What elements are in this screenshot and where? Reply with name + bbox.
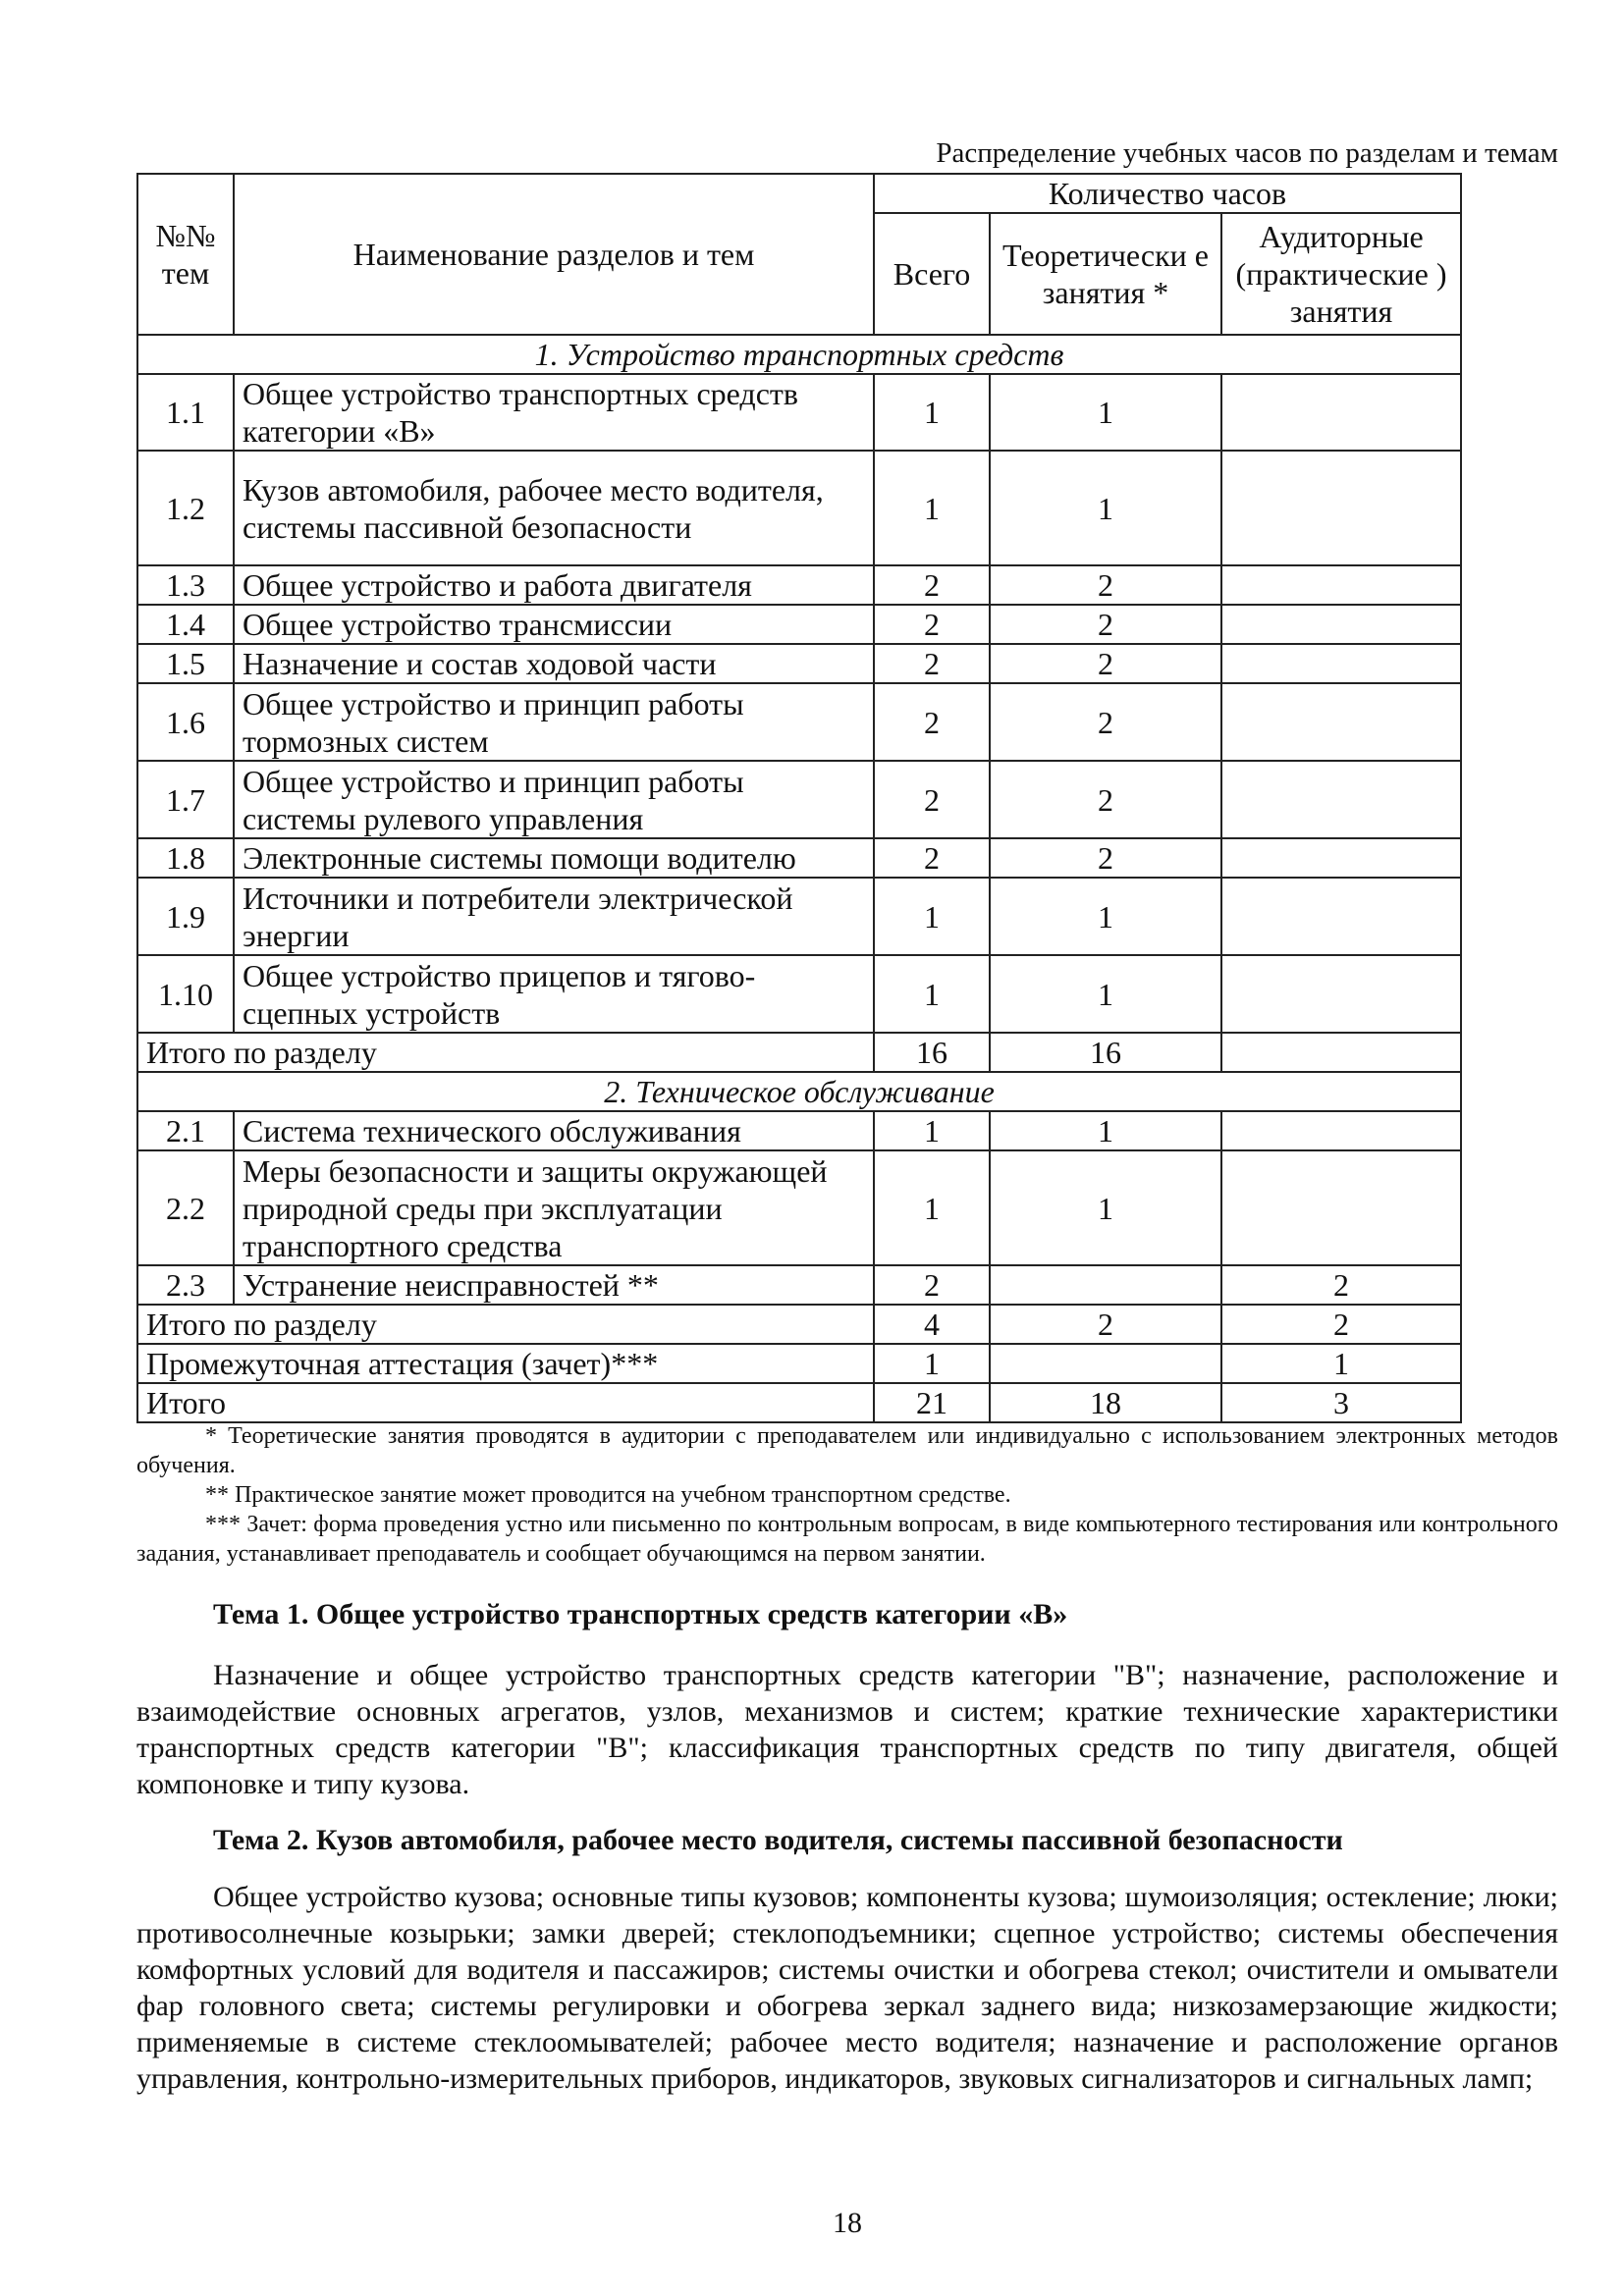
row-num: 1.10 xyxy=(137,955,234,1033)
footnote: ** Практическое занятие может проводится на учебном транспортном средстве. xyxy=(205,1482,1011,1508)
row-name: Общее устройство и принцип работы системы рулевого управления xyxy=(234,761,874,838)
row-num: 1.5 xyxy=(137,644,234,683)
footnotes xyxy=(136,1421,1558,1569)
row-theory: 1 xyxy=(990,451,1221,565)
header-practice: Аудиторные (практические ) занятия xyxy=(1221,213,1461,335)
row-num: 1.9 xyxy=(137,878,234,955)
header-total: Всего xyxy=(874,213,990,335)
row-total: 2 xyxy=(874,838,990,878)
table-row xyxy=(137,1150,1461,1265)
row-num: 1.8 xyxy=(137,838,234,878)
subtotal-row xyxy=(137,1033,1461,1072)
row-num: 1.7 xyxy=(137,761,234,838)
subtotal-total: 4 xyxy=(874,1305,990,1344)
row-total: 1 xyxy=(874,374,990,451)
table-row xyxy=(137,838,1461,878)
row-practice xyxy=(1221,644,1461,683)
row-theory: 2 xyxy=(990,605,1221,644)
table-row xyxy=(137,683,1461,761)
row-name: Электронные системы помощи водителю xyxy=(234,838,874,878)
row-theory: 1 xyxy=(990,374,1221,451)
table-row xyxy=(137,565,1461,605)
header-name: Наименование разделов и тем xyxy=(234,174,874,335)
footnote: *** Зачет: форма проведения устно или письменно по контрольным вопросам, в виде компьютерного тестирования или контрольного задания, устанавливает преподаватель и сообщает обучающимся на первом занятии. xyxy=(136,1512,1558,1567)
subtotal-practice: 2 xyxy=(1221,1305,1461,1344)
topic2-title: Тема 2. Кузов автомобиля, рабочее место водителя, системы пассивной безопасности xyxy=(213,1824,1343,1856)
row-total: 2 xyxy=(874,683,990,761)
table-row xyxy=(137,761,1461,838)
row-practice: 2 xyxy=(1221,1265,1461,1305)
row-name: Общее устройство и принцип работы тормозных систем xyxy=(234,683,874,761)
row-practice xyxy=(1221,878,1461,955)
row-practice xyxy=(1221,605,1461,644)
row-theory: 1 xyxy=(990,1150,1221,1265)
row-name: Система технического обслуживания xyxy=(234,1111,874,1150)
table-row xyxy=(137,1265,1461,1305)
row-name: Общее устройство транспортных средств категории «В» xyxy=(234,374,874,451)
subtotal-total: 16 xyxy=(874,1033,990,1072)
grand-total-practice: 3 xyxy=(1221,1383,1461,1422)
subtotal-practice xyxy=(1221,1033,1461,1072)
subtotal-label: Итого по разделу xyxy=(137,1305,874,1344)
grand-total-label: Итого xyxy=(137,1383,874,1422)
row-practice xyxy=(1221,838,1461,878)
row-theory: 1 xyxy=(990,1111,1221,1150)
row-name: Кузов автомобиля, рабочее место водителя, системы пассивной безопасности xyxy=(234,451,874,565)
section-title-row xyxy=(137,335,1461,374)
topic2-text: Общее устройство кузова; основные типы кузовов; компоненты кузова; шумоизоляция; остекление; люки; противосолнечные козырьки; замки дверей; стеклоподъемники; сцепное устройство; системы обеспечения комфортных условий для водителя и пассажиров; системы очистки и обогрева стекол; очистители и омыватели фар головного света; системы регулировки и обогрева зеркал заднего вида; низкозамерзающие жидкости; применяемые в системе стеклоомывателей; рабочее место водителя; назначение и расположение органов управления, контрольно-измерительных приборов, индикаторов, звуковых сигнализаторов и сигнальных ламп; xyxy=(136,1881,1558,2095)
table-row xyxy=(137,605,1461,644)
attestation-row xyxy=(137,1344,1461,1383)
row-name: Устранение неисправностей ** xyxy=(234,1265,874,1305)
row-total: 1 xyxy=(874,1111,990,1150)
grand-total-row xyxy=(137,1383,1461,1422)
table-row xyxy=(137,374,1461,451)
row-num: 2.1 xyxy=(137,1111,234,1150)
grand-total-total: 21 xyxy=(874,1383,990,1422)
row-num: 1.4 xyxy=(137,605,234,644)
row-num: 2.2 xyxy=(137,1150,234,1265)
row-name: Назначение и состав ходовой части xyxy=(234,644,874,683)
row-practice xyxy=(1221,451,1461,565)
footnote: * Теоретические занятия проводятся в аудитории с преподавателем или индивидуально с использованием электронных методов обучения. xyxy=(136,1423,1558,1478)
row-theory: 2 xyxy=(990,644,1221,683)
row-theory: 2 xyxy=(990,683,1221,761)
row-total: 1 xyxy=(874,451,990,565)
row-total: 2 xyxy=(874,1265,990,1305)
subtotal-label: Итого по разделу xyxy=(137,1033,874,1072)
subtotal-row xyxy=(137,1305,1461,1344)
attestation-theory xyxy=(990,1344,1221,1383)
row-num: 2.3 xyxy=(137,1265,234,1305)
page-number: 18 xyxy=(833,2207,862,2239)
row-practice xyxy=(1221,1150,1461,1265)
row-name: Общее устройство и работа двигателя xyxy=(234,565,874,605)
row-total: 2 xyxy=(874,644,990,683)
header-hours-group: Количество часов xyxy=(874,174,1461,213)
table-row xyxy=(137,451,1461,565)
row-num: 1.6 xyxy=(137,683,234,761)
section2-title: 2. Техническое обслуживание xyxy=(137,1072,1461,1111)
row-name: Меры безопасности и защиты окружающей природной среды при эксплуатации транспортного средства xyxy=(234,1150,874,1265)
hours-table xyxy=(136,173,1462,1423)
topic1-text: Назначение и общее устройство транспортных средств категории "В"; назначение, расположение и взаимодействие основных агрегатов, узлов, механизмов и систем; краткие технические характеристики транспортных средств категории "В"; классификация транспортных средств по типу двигателя, общей компоновке и типу кузова. xyxy=(136,1659,1558,1800)
row-practice xyxy=(1221,374,1461,451)
row-total: 2 xyxy=(874,761,990,838)
attestation-total: 1 xyxy=(874,1344,990,1383)
row-num: 1.2 xyxy=(137,451,234,565)
row-practice xyxy=(1221,955,1461,1033)
row-theory: 2 xyxy=(990,761,1221,838)
row-practice xyxy=(1221,565,1461,605)
row-practice xyxy=(1221,1111,1461,1150)
table-row xyxy=(137,644,1461,683)
topic1-title: Тема 1. Общее устройство транспортных средств категории «В» xyxy=(213,1598,1068,1630)
row-theory: 2 xyxy=(990,565,1221,605)
table-row xyxy=(137,878,1461,955)
row-total: 1 xyxy=(874,878,990,955)
row-name: Общее устройство прицепов и тягово-сцепных устройств xyxy=(234,955,874,1033)
header-num: №№ тем xyxy=(137,174,234,335)
row-theory xyxy=(990,1265,1221,1305)
header-row-1 xyxy=(137,174,1461,213)
section1-title: 1. Устройство транспортных средств xyxy=(137,335,1461,374)
row-num: 1.1 xyxy=(137,374,234,451)
row-name: Источники и потребители электрической энергии xyxy=(234,878,874,955)
attestation-practice: 1 xyxy=(1221,1344,1461,1383)
row-total: 2 xyxy=(874,605,990,644)
row-num: 1.3 xyxy=(137,565,234,605)
row-theory: 1 xyxy=(990,955,1221,1033)
row-name: Общее устройство трансмиссии xyxy=(234,605,874,644)
subtotal-theory: 2 xyxy=(990,1305,1221,1344)
table-caption: Распределение учебных часов по разделам и темам xyxy=(936,137,1558,169)
header-theory: Теоретически е занятия * xyxy=(990,213,1221,335)
row-theory: 1 xyxy=(990,878,1221,955)
grand-total-theory: 18 xyxy=(990,1383,1221,1422)
attestation-label: Промежуточная аттестация (зачет)*** xyxy=(137,1344,874,1383)
row-practice xyxy=(1221,761,1461,838)
row-practice xyxy=(1221,683,1461,761)
row-theory: 2 xyxy=(990,838,1221,878)
subtotal-theory: 16 xyxy=(990,1033,1221,1072)
row-total: 2 xyxy=(874,565,990,605)
row-total: 1 xyxy=(874,955,990,1033)
table-row xyxy=(137,1111,1461,1150)
section-title-row xyxy=(137,1072,1461,1111)
row-total: 1 xyxy=(874,1150,990,1265)
table-row xyxy=(137,955,1461,1033)
